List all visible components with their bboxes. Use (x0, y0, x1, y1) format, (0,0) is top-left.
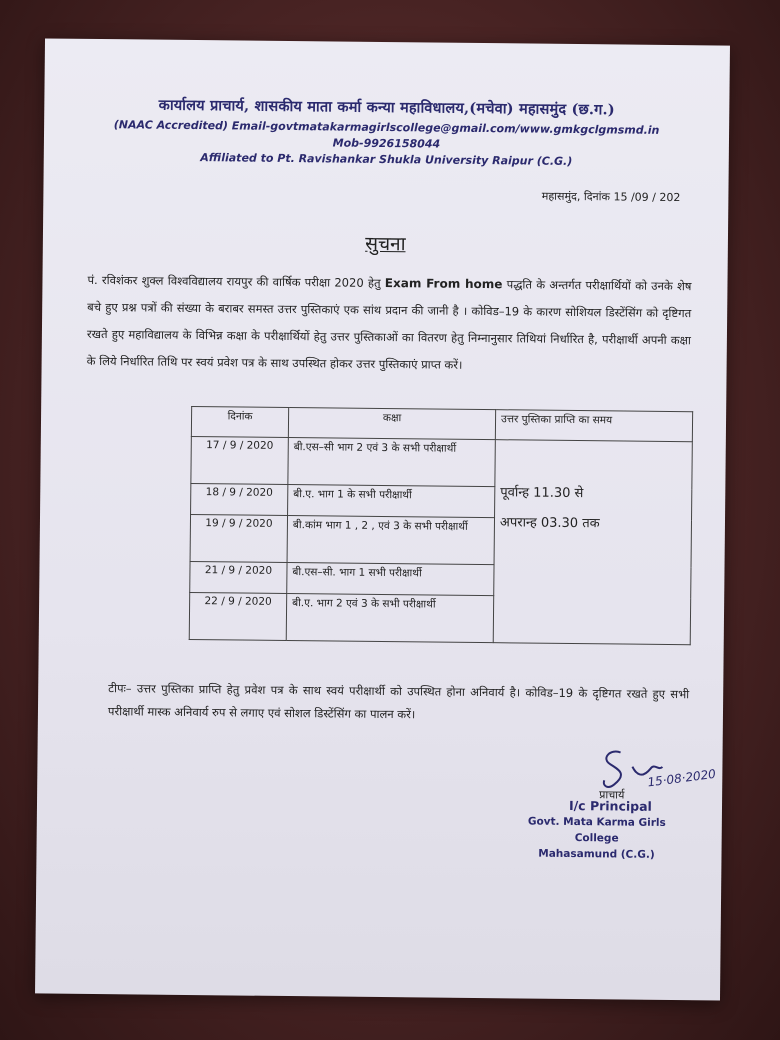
row-date: 19 / 9 / 2020 (190, 514, 287, 562)
time-line-1: पूर्वान्ह 11.30 से (500, 485, 584, 502)
table-row (191, 436, 692, 488)
row-date: 22 / 9 / 2020 (189, 592, 286, 640)
row-class: बी.एस–सी. भाग 1 सभी परीक्षार्थी (287, 563, 494, 596)
contact-line: (NAAC Accredited) Email-govtmatakarmagirlscollege@gmail.com/www.gmkgclgmsmd.in (113, 118, 660, 137)
row-class: बी.कांम भाग 1 , 2 , एवं 3 के सभी परीक्षार्थी (287, 516, 494, 565)
signature-date: 15·08·2020 (646, 766, 717, 790)
mobile-line: Mob-9926158044 (332, 136, 441, 151)
body-bold-phrase: Exam From home (384, 276, 503, 292)
affiliation-line: Affiliated to Pt. Ravishankar Shukla University Raipur (C.G.) (200, 151, 573, 168)
stamp-line-3: Mahasamund (C.G.) (538, 847, 655, 861)
schedule-table (189, 406, 693, 645)
row-date: 18 / 9 / 2020 (191, 483, 288, 515)
signature-label: प्राचार्य (599, 788, 625, 802)
letterhead (44, 93, 730, 169)
body-part-2: पद्धति के अन्तर्गत परीक्षार्थियों को उनके शेष बचे हुए प्रश्न पत्रों की संख्या के बराबर समस्त उत्तर पुस्तिकाएं एक सांथ प्रदान की जानी है । कोविड–19 के कारण सोशियल डिस्टेंसिंग को दृष्टिगत रखते हुए महाविद्यालय के विभिन्न कक्षा के परीक्षार्थियों हेतु उत्तर पुस्तिकाओं का वितरण हेतु निम्नानुसार तिथियां निर्धारित है, परीक्षार्थी अपनी कक्षा के लिये निर्धारित तिथि पर स्वयं प्रवेश पत्र के साथ उपस्थित होकर उत्तर पुस्तिकाएं प्राप्त करें। (86, 277, 692, 372)
note-text: टीपः– उत्तर पुस्तिका प्राप्ति हेतु प्रवेश पत्र के साथ स्वयं परीक्षार्थी को उपस्थित होना अनिवार्य है। कोविड–19 के दृष्टिगत रखते हुए सभी परीक्षार्थी मास्क अनिवार्य रुप से लगाए एवं सोशल डिस्टेंसिंग का पालन करें। (107, 681, 690, 722)
principal-stamp (506, 797, 687, 863)
office-title: कार्यालय प्राचार्य, शासकीय माता कर्मा कन्या महाविधालय,(मचेवा) महासमुंद (छ.ग.) (158, 96, 615, 119)
stamp-line-1: I/c Principal (568, 797, 652, 814)
time-line-2: अपरान्ह 03.30 तक (499, 515, 600, 532)
notice-document (35, 38, 730, 1000)
notice-heading: सुचना (365, 232, 406, 256)
header-time: उत्तर पुस्तिका प्राप्ति का समय (495, 410, 692, 442)
row-class: बी.एस–सी भाग 2 एवं 3 के सभी परीक्षार्थी (288, 438, 495, 487)
stamp-line-2: Govt. Mata Karma Girls College (527, 815, 666, 845)
row-date: 21 / 9 / 2020 (190, 561, 287, 593)
row-class: बी.ए. भाग 2 एवं 3 के सभी परीक्षार्थी (286, 594, 493, 643)
time-cell (493, 440, 692, 645)
row-class: बी.ए. भाग 1 के सभी परीक्षार्थी (288, 485, 495, 518)
body-part-1: पं. रविशंकर शुक्ल विश्वविद्यालय रायपुर की वार्षिक परीक्षा 2020 हेतु (87, 272, 385, 291)
signature-block (506, 743, 717, 865)
date-line: महासमुंद, दिनांक 15 /09 / 202 (541, 189, 681, 205)
row-date: 17 / 9 / 2020 (191, 436, 288, 484)
header-date: दिनांक (191, 406, 288, 437)
notice-body (86, 267, 691, 381)
header-class: कक्षा (288, 408, 495, 440)
